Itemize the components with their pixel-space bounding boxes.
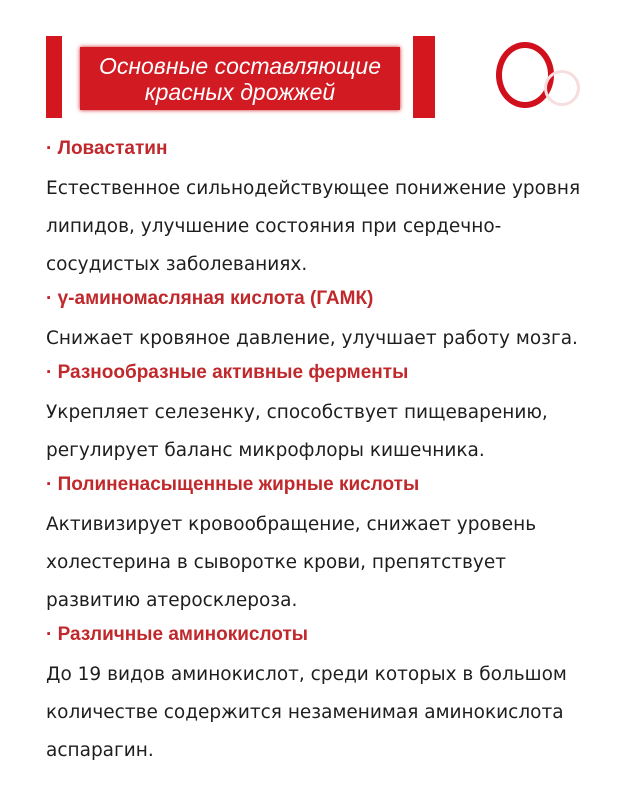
title-line-2: красных дрожжей [144,78,336,105]
faint-circle-icon [544,70,580,106]
description-line: количестве содержится незаменимая аминокислота [46,702,564,723]
ingredient-section [46,620,626,770]
ingredient-title: · Ловастатин [46,138,168,159]
description-line: регулирует баланс микрофлоры кишечника. [46,440,485,461]
description-line: Укрепляет селезенку, способствует пищеварению, [46,402,548,423]
ingredient-title: · Разнообразные активные ферменты [46,362,409,383]
ingredient-title: · Полиненасыщенные жирные кислоты [46,474,420,495]
circle-icon [496,42,554,108]
ingredient-title: · Различные аминокислоты [46,624,308,645]
ingredient-section [46,358,626,470]
ingredient-section [46,134,626,284]
description-line: липидов, улучшение состояния при сердечно- [46,216,502,237]
description-line: развитию атеросклероза. [46,590,298,611]
description-line: сосудистых заболеваниях. [46,254,308,275]
decor-bar-right [413,36,435,118]
decor-bar-left [46,36,62,118]
description-line: аспарагин. [46,740,154,761]
description-line: Активизирует кровообращение, снижает уровень [46,514,537,535]
description-line: холестерина в сыворотке крови, препятствует [46,552,507,573]
description-line: Естественное сильнодействующее понижение уровня [46,178,581,199]
description-line: До 19 видов аминокислот, среди которых в большом [46,664,567,685]
ingredient-section [46,284,626,358]
ingredient-title: · γ-аминомасляная кислота (ГАМК) [46,288,374,309]
ingredient-section [46,470,626,620]
title-line-1: Основные составляющие [98,52,382,79]
title-banner [80,47,400,110]
description-line: Снижает кровяное давление, улучшает работу мозга. [46,328,578,349]
ingredients-list [46,134,626,770]
